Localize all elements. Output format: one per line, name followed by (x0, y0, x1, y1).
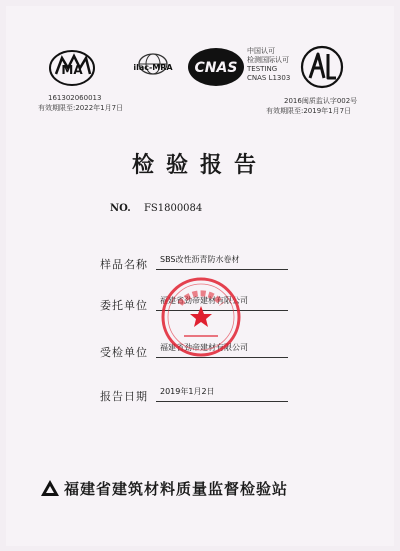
cal-cert-validity: 有效期限至:2019年1月7日 (266, 107, 352, 115)
cnas-line-4: CNAS L1303 (247, 74, 291, 82)
field-value: 福建省劲帝建材有限公司 (160, 296, 248, 305)
field-value: 2019年1月2日 (160, 387, 215, 396)
organization-logo-icon (40, 479, 60, 501)
cma-cert-number: 161302060013 (48, 94, 102, 102)
ilac-mra-logo (126, 46, 180, 90)
cma-logo (46, 44, 98, 92)
field-label: 报告日期 (100, 390, 148, 403)
cal-cert-number: 2016闽质监认字002号 (284, 97, 358, 105)
field-client (100, 296, 248, 313)
field-label: 委托单位 (100, 299, 148, 312)
cnas-logo-text: CNAS (194, 60, 238, 76)
cnas-line-3: TESTING (247, 65, 278, 73)
al-logo (298, 44, 346, 94)
field-report-date (100, 387, 215, 404)
cma-logo-text: MA (61, 63, 83, 77)
footer-organization (40, 478, 360, 501)
field-underline (156, 401, 288, 402)
field-sample-name (100, 255, 240, 272)
cnas-line-1: 中国认可 (247, 47, 275, 55)
footer-text: 福建省建筑材料质量监督检验站 (64, 480, 289, 498)
field-value: 福建省劲帝建材有限公司 (160, 343, 248, 352)
report-number-label: NO. (110, 203, 131, 214)
field-underline (156, 269, 288, 270)
cnas-logo (186, 46, 246, 92)
field-value: SBS改性沥青防水卷材 (160, 255, 240, 264)
ilac-logo-text: ilac-MRA (133, 63, 173, 72)
field-label: 样品名称 (100, 258, 148, 271)
field-label: 受检单位 (100, 346, 148, 359)
official-seal (160, 276, 242, 358)
field-inspected-unit (100, 343, 248, 360)
report-number-value: FS1800084 (143, 203, 203, 214)
cnas-line-2: 检测国际认可 (247, 56, 289, 64)
page-title: 检验报告 (131, 153, 268, 178)
cma-cert-validity: 有效期限至:2022年1月7日 (38, 104, 124, 112)
report-number (110, 203, 202, 214)
